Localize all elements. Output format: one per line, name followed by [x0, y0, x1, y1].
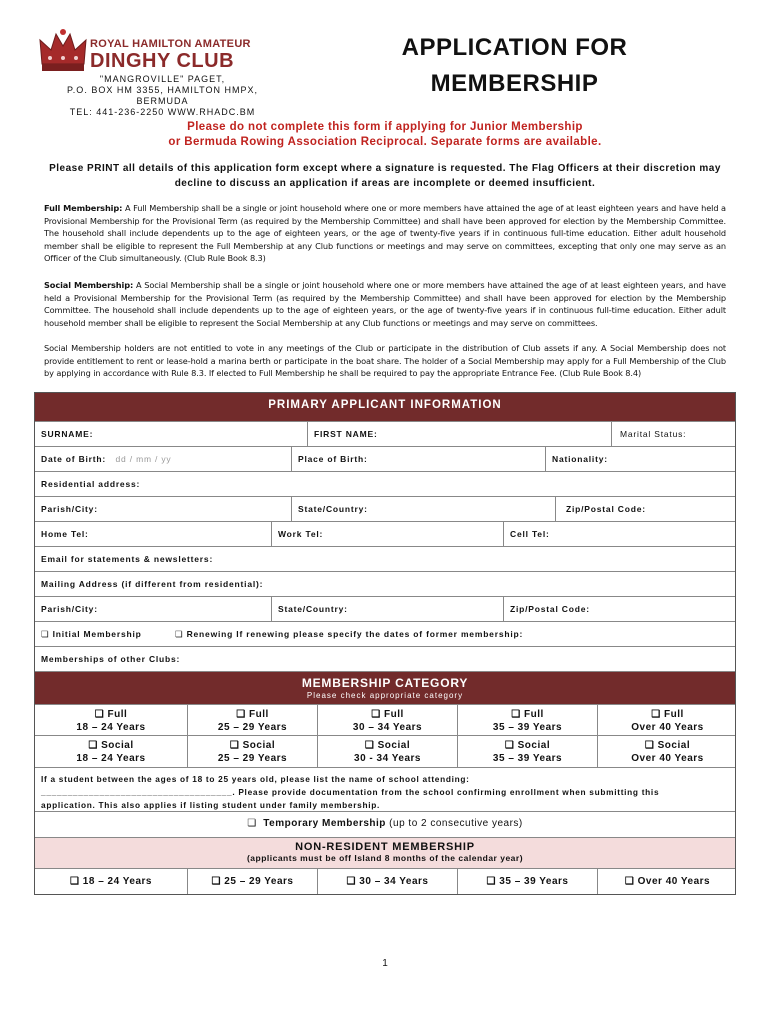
nonres-30-34-option[interactable]: ❏ 30 – 34 Years	[317, 869, 457, 894]
student-line2[interactable]: ____________________________________. Please provide documentation from the school confirming enrollment when submitting this	[41, 787, 660, 797]
student-line1: If a student between the ages of 18 to 25 years old, please list the name of school attending:	[41, 774, 470, 784]
social-35-39-option[interactable]	[457, 736, 597, 767]
email-field[interactable]	[35, 547, 737, 571]
home-tel-label: Home Tel:	[41, 529, 89, 539]
club-address	[40, 74, 285, 118]
full-18-24-type: ❏ Full	[94, 709, 128, 720]
full-over-40-option[interactable]	[597, 705, 737, 735]
row-other-clubs	[35, 646, 735, 671]
full-over-40-age: Over 40 Years	[631, 722, 704, 733]
row-parish1	[35, 496, 735, 521]
full-30-34-option[interactable]	[317, 705, 457, 735]
social-35-39-age: 35 – 39 Years	[492, 753, 563, 764]
title-line2: MEMBERSHIP	[430, 70, 599, 97]
social-35-39-type: ❏ Social	[504, 740, 551, 751]
row-birth	[35, 446, 735, 471]
state-field[interactable]	[291, 497, 555, 521]
mailing-zip-field[interactable]	[503, 597, 737, 621]
membership-category-heading: MEMBERSHIP CATEGORY	[301, 676, 469, 690]
work-tel-field[interactable]	[271, 522, 503, 546]
membership-category-subheading: Please check appropriate category	[306, 691, 464, 700]
social-18-24-option[interactable]	[35, 736, 187, 767]
full-over-40-type: ❏ Full	[651, 709, 684, 720]
student-line3: application. This also applies if listing student under family membership.	[41, 800, 381, 810]
page-title	[372, 30, 657, 102]
temporary-membership-option[interactable]	[35, 811, 735, 837]
place-of-birth-field[interactable]	[291, 447, 545, 471]
social-over-40-type: ❏ Social	[644, 740, 691, 751]
dob-placeholder: dd / mm / yy	[115, 454, 172, 464]
social-membership-text: A Social Membership shall be a single or joint household where one or more members have attained the age of at least eighteen years, and have held a Provisional Membership for the Provisional Term (as required by the Membership Committee) and shall have been approved for election by the Membership Committee. The household shall include dependents up to the age of eighteen years, or the age of twenty-five years if in continuous full-time education. Either adult household member shall be eligible to represent the Social Membership at any Club functions or meetings and may serve on committees.	[44, 280, 726, 328]
non-resident-header	[35, 837, 735, 868]
cell-tel-label: Cell Tel:	[510, 529, 550, 539]
full-25-29-option[interactable]	[187, 705, 317, 735]
row-email	[35, 546, 735, 571]
full-35-39-option[interactable]	[457, 705, 597, 735]
cell-tel-field[interactable]	[503, 522, 737, 546]
social-25-29-age: 25 – 29 Years	[217, 753, 288, 764]
renewing-checkbox-icon[interactable]: ❏	[175, 629, 184, 639]
renewing-label: Renewing If renewing please specify the dates of former membership:	[186, 629, 524, 639]
address-line3: TEL: 441-236-2250 WWW.RHADC.BM	[69, 107, 256, 117]
surname-label: SURNAME:	[41, 429, 94, 439]
row-parish2	[35, 596, 735, 621]
initial-membership-option[interactable]	[35, 622, 169, 646]
mailing-state-field[interactable]	[271, 597, 503, 621]
social-membership-label: Social Membership:	[44, 280, 134, 290]
checkbox-icon[interactable]: ❏	[236, 709, 246, 720]
first-name-field[interactable]	[307, 422, 611, 446]
full-membership-label: Full Membership:	[44, 203, 123, 213]
checkbox-icon[interactable]: ❏	[504, 740, 515, 751]
non-resident-subheading: (applicants must be off Island 8 months of the calendar year)	[246, 853, 524, 863]
row-phones	[35, 521, 735, 546]
first-name-label: FIRST NAME:	[314, 429, 378, 439]
checkbox-icon[interactable]: ❏	[371, 709, 381, 720]
checkbox-icon[interactable]: ❏	[346, 876, 357, 887]
checkbox-icon[interactable]: ❏	[94, 709, 105, 720]
social-30-34-option[interactable]	[317, 736, 457, 767]
full-30-34-type: ❏ Full	[371, 709, 404, 720]
social-over-40-age: Over 40 Years	[631, 753, 704, 764]
nationality-field[interactable]	[545, 447, 737, 471]
parish-label: Parish/City:	[41, 504, 98, 514]
page-number: 1	[382, 958, 388, 969]
other-clubs-field[interactable]	[35, 647, 737, 671]
nonres-18-24-option[interactable]: ❏ 18 – 24 Years	[70, 876, 152, 887]
checkbox-icon[interactable]: ❏	[229, 740, 240, 751]
warning-line1: Please do not complete this form if applying for Junior Membership	[187, 121, 583, 133]
mailing-address-field[interactable]	[35, 572, 737, 596]
other-clubs-label: Memberships of other Clubs:	[41, 654, 181, 664]
checkbox-icon[interactable]: ❏	[651, 709, 661, 720]
club-name-line1: ROYAL HAMILTON AMATEUR	[90, 38, 251, 50]
mailing-address-label: Mailing Address (if different from residential):	[41, 579, 264, 589]
zip-field[interactable]	[555, 497, 737, 521]
residential-address-label: Residential address:	[41, 479, 141, 489]
residential-address-field[interactable]	[35, 472, 737, 496]
student-notice	[35, 767, 735, 811]
email-label: Email for statements & newsletters:	[41, 554, 214, 564]
non-resident-options-row	[35, 868, 735, 894]
temporary-checkbox-icon[interactable]: ❏	[247, 818, 257, 829]
marital-status-label: Marital Status:	[620, 429, 687, 439]
checkbox-icon[interactable]: ❏	[486, 876, 497, 887]
social-18-24-type: ❏ Social	[88, 740, 134, 751]
mailing-state-label: State/Country:	[278, 604, 348, 614]
full-25-29-age: 25 – 29 Years	[217, 722, 288, 733]
full-membership-text: A Full Membership shall be a single or joint household where one or more members have attained the age of at least eighteen years and have held a Provisional Membership for the Provisional Term (as required by the Membership Committee) and shall have been approved for election by the Membership Committee. The household shall include dependents up to the age of eighteen years, or the age of twenty-five years if in continuous full-time education. Either adult household member shall be eligible to represent the Full Membership at any Club functions or meetings and may serve on committees, excepting that only one may serve as an Officer of the Club simultaneously. (Club Rule Book 8.3)	[44, 203, 726, 264]
row-mailing	[35, 571, 735, 596]
checkbox-icon[interactable]: ❏	[624, 876, 635, 887]
checkbox-icon[interactable]: ❏	[364, 740, 375, 751]
print-line1: Please PRINT all details of this application form except where a signature is requested. The Flag Officers at their discretion may	[49, 163, 721, 174]
nationality-label: Nationality:	[552, 454, 608, 464]
social-30-34-age: 30 - 34 Years	[354, 753, 421, 764]
row-residential	[35, 471, 735, 496]
social-membership-paragraph	[44, 279, 726, 329]
social-30-34-type: ❏ Social	[364, 740, 411, 751]
full-35-39-age: 35 – 39 Years	[492, 722, 563, 733]
full-18-24-option[interactable]	[35, 705, 187, 735]
application-form	[34, 392, 736, 895]
place-of-birth-label: Place of Birth:	[298, 454, 368, 464]
print-line2: decline to discuss an application if areas are incomplete or deemed insufficient.	[174, 178, 596, 189]
mailing-parish-field[interactable]	[35, 597, 271, 621]
social-25-29-type: ❏ Social	[229, 740, 276, 751]
mailing-parish-label: Parish/City:	[41, 604, 98, 614]
marital-status-field[interactable]	[611, 422, 737, 446]
address-line1: "MANGROVILLE" PAGET,	[99, 74, 226, 84]
full-30-34-age: 30 – 34 Years	[352, 722, 423, 733]
checkbox-icon[interactable]: ❏	[644, 740, 655, 751]
renewing-option[interactable]	[169, 622, 737, 646]
row-membership-type	[35, 621, 735, 646]
initial-checkbox-icon[interactable]: ❏	[41, 629, 50, 639]
home-tel-field[interactable]	[35, 522, 271, 546]
crown-icon	[38, 26, 88, 76]
checkbox-icon[interactable]: ❏	[211, 876, 222, 887]
parish-field[interactable]	[35, 497, 291, 521]
state-label: State/Country:	[298, 504, 368, 514]
full-25-29-type: ❏ Full	[236, 709, 269, 720]
social-holders-paragraph: Social Membership holders are not entitled to vote in any meetings of the Club or participate in the distribution of Club assets if any. A Social Membership does not provide entitlement to rent or lease-hold a marina berth or participate in the boat share. The holder of a Social Membership may apply for a Full Membership of the Club by applying in accordance with Rule 8.3. If elected to Full Membership he shall be required to pay the appropriate Entrance Fee. (Club Rule Book 8.4)	[44, 343, 726, 379]
non-resident-heading: NON-RESIDENT MEMBERSHIP	[295, 841, 475, 853]
row-names	[35, 421, 735, 446]
temporary-label: Temporary Membership	[263, 818, 386, 829]
mailing-zip-label: Zip/Postal Code:	[510, 604, 590, 614]
warning-line2: or Bermuda Rowing Association Reciprocal. Separate forms are available.	[168, 136, 602, 148]
full-category-row	[35, 704, 735, 735]
address-line2: P.O. BOX HM 3355, HAMILTON HMPX, BERMUDA	[66, 85, 259, 106]
membership-category-header	[35, 671, 735, 704]
primary-applicant-heading: PRIMARY APPLICANT INFORMATION	[35, 393, 735, 421]
checkbox-icon[interactable]: ❏	[88, 740, 98, 751]
title-line1: APPLICATION FOR	[401, 34, 628, 61]
temporary-note: (up to 2 consecutive years)	[385, 818, 523, 829]
dob-label: Date of Birth:	[41, 454, 107, 464]
surname-field[interactable]	[35, 422, 307, 446]
social-category-row	[35, 735, 735, 767]
print-instructions	[30, 161, 740, 191]
social-25-29-option[interactable]	[187, 736, 317, 767]
club-name-line2: DINGHY CLUB	[90, 50, 235, 72]
checkbox-icon[interactable]: ❏	[70, 876, 80, 887]
zip-label: Zip/Postal Code:	[566, 504, 646, 514]
nonres-35-39-option[interactable]: ❏ 35 – 39 Years	[457, 869, 597, 894]
nonres-over-40-option[interactable]: ❏ Over 40 Years	[597, 869, 737, 894]
warning-notice	[30, 120, 740, 150]
initial-membership-label: Initial Membership	[52, 629, 142, 639]
work-tel-label: Work Tel:	[278, 529, 324, 539]
full-18-24-age: 18 – 24 Years	[76, 722, 146, 733]
social-18-24-age: 18 – 24 Years	[76, 753, 146, 764]
dob-field[interactable]	[35, 447, 291, 471]
full-35-39-type: ❏ Full	[511, 709, 544, 720]
full-membership-paragraph	[44, 202, 726, 265]
checkbox-icon[interactable]: ❏	[511, 709, 521, 720]
nonres-25-29-option[interactable]: ❏ 25 – 29 Years	[187, 869, 317, 894]
social-over-40-option[interactable]	[597, 736, 737, 767]
